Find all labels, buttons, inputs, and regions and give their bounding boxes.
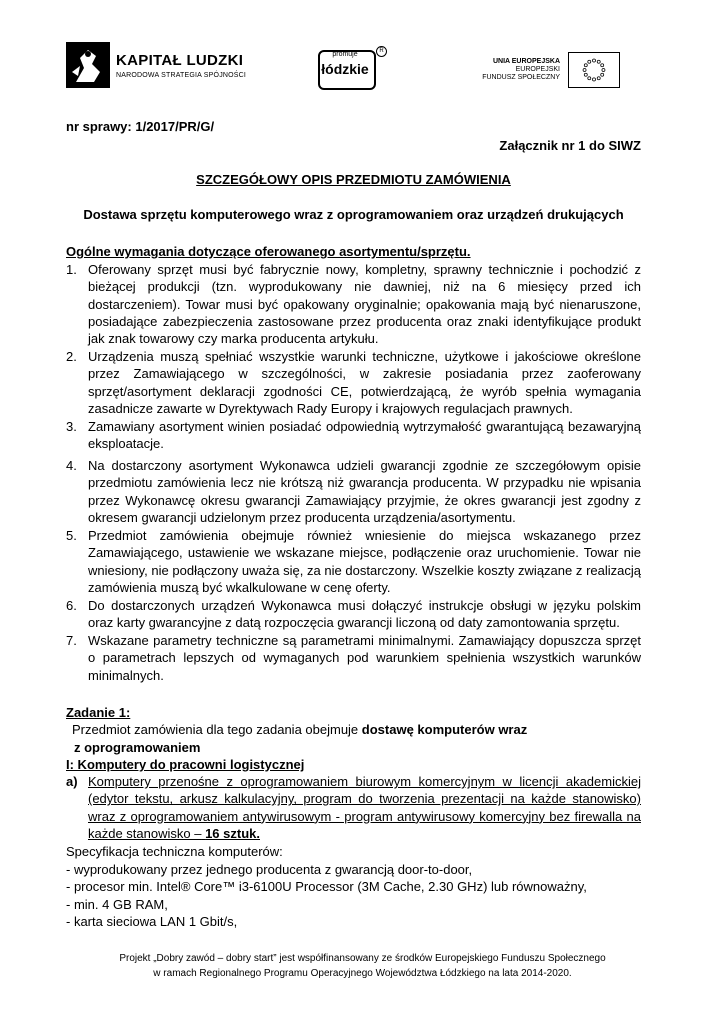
section-heading: I: Komputery do pracowni logistycznej (66, 757, 305, 772)
list-item-text: Przedmiot zamówienia obejmuje również wniesienie do miejsca wskazanego przez Zamawiającego, ustawienie we wskazane miejsce, podłączenie oraz uruchomienie. Towar nie wniesiony, nie podłączony uważa się, za nie dostarczony. Wszelkie koszty związane z realizacją zamówienia muszą być wkalkulowane w cenę oferty. (88, 528, 641, 595)
eu-flag-icon (568, 52, 620, 88)
section-a-text (88, 773, 641, 842)
section-a-label: a) (66, 774, 78, 789)
list-item-number: 3. (66, 419, 77, 434)
eu-line-1: UNIA EUROPEJSKA (492, 58, 560, 65)
section-a-quantity: 16 sztuk. (205, 825, 260, 841)
list-item-text: Wskazane parametry techniczne są parametrami minimalnymi. Zamawiający dopuszcza sprzęt o parametrach lepszych od wymaganych pod warunkiem spełnienia wszystkich warunków minimalnych. (88, 633, 641, 683)
promuje-label: promuje (332, 51, 358, 58)
list-item-number: 5. (66, 528, 77, 543)
lodzkie-label: łódzkie (321, 61, 369, 77)
list-item-number: 4. (66, 458, 77, 473)
kapital-ludzki-emblem-icon (66, 42, 110, 88)
section-a-description: Komputery przenośne z oprogramowaniem biurowym komercyjnym w licencji akademickiej (edytor tekstu, arkusz kalkulacyjny, program do tworzenia prezentacji na każde stanowisko) wraz z oprogramowaniem antywirusowym - program antywirusowy komercyjny bez firewalla na każde stanowisko – (88, 774, 641, 841)
list-item-text: Do dostarczonych urządzeń Wykonawca musi dołączyć instrukcje obsługi w języku polskim oraz karty gwarancyjne z datą rozpoczęcia gwarancji liczoną od daty zamontowania sprzętu. (88, 598, 641, 631)
list-item (66, 527, 641, 596)
task-intro (72, 721, 641, 738)
registered-mark: R (376, 46, 387, 57)
list-item-text: Na dostarczony asortyment Wykonawca udzieli gwarancji zgodnie ze szczegółowym opisie przedmiotu zamówienia lecz nie krótszą niż gwarancja producenta. W przypadku nie wpisania przez Wykonawcę okresu gwarancji Zamawiający przyjmie, że okres gwarancji jest zgodny z okresem gwarancji udzielonym przez producenta urządzenia/asortymentu. (88, 458, 641, 525)
annex-label: Załącznik nr 1 do SIWZ (499, 138, 641, 153)
general-requirements-heading: Ogólne wymagania dotyczące oferowanego asortymentu/sprzętu. (66, 244, 471, 259)
list-item (66, 348, 641, 417)
spec-line: - min. 4 GB RAM, (66, 897, 168, 912)
list-item-text: Zamawiany asortyment winien posiadać odpowiednią wytrzymałość gwarantującą bezawaryjną eksploatacje. (88, 419, 641, 452)
document-subtitle: Dostawa sprzętu komputerowego wraz z oprogramowaniem oraz urządzeń drukujących (83, 207, 624, 222)
section-a (66, 773, 641, 842)
kapital-ludzki-title: KAPITAŁ LUDZKI (116, 52, 244, 69)
spec-line: - procesor min. Intel® Core™ i3-6100U Processor (3M Cache, 2.30 GHz) lub równoważny, (66, 879, 587, 894)
list-item (66, 597, 641, 632)
task-intro-plain: Przedmiot zamówienia dla tego zadania obejmuje (72, 722, 359, 737)
spec-line: - wyprodukowany przez jednego producenta z gwarancją door-to-door, (66, 862, 473, 877)
list-item (66, 457, 641, 526)
list-item-number: 7. (66, 633, 77, 648)
case-number: nr sprawy: 1/2017/PR/G/ (66, 119, 215, 134)
task-heading: Zadanie 1: (66, 705, 131, 720)
spec-heading: Specyfikacja techniczna komputerów: (66, 844, 283, 859)
eu-line-2: EUROPEJSKI (515, 66, 560, 73)
promuje-lodzkie-logo (318, 46, 390, 96)
kapital-ludzki-logo (66, 42, 266, 90)
list-item-text: Urządzenia muszą spełniać wszystkie warunki techniczne, użytkowe i jakościowe określone przez Zamawiającego w szczególności, w zakresie posiadania przez zaoferowany sprzęt/asortyment deklaracji zgodności CE, potwierdzającą, że wyrób spełnia wymagania zasadnicze zawarte w Dyrektywach Rady Europy i krajowych regulacjach prawnych. (88, 349, 641, 416)
list-item (66, 632, 641, 684)
footer-line-1: Projekt „Dobry zawód – dobry start” jest współfinansowany ze środków Europejskiego Funduszu Społecznego (119, 953, 606, 964)
eu-logo (484, 52, 620, 92)
task-intro-bold-continued: z oprogramowaniem (74, 740, 201, 755)
task-intro-bold: dostawę komputerów wraz (361, 722, 528, 737)
list-item (66, 261, 641, 347)
spec-line: - karta sieciowa LAN 1 Gbit/s, (66, 914, 238, 929)
document-title: SZCZEGÓŁOWY OPIS PRZEDMIOTU ZAMÓWIENIA (196, 172, 511, 187)
list-item (66, 418, 641, 453)
kapital-ludzki-subtitle: NARODOWA STRATEGIA SPÓJNOŚCI (116, 72, 247, 79)
list-item-number: 6. (66, 598, 77, 613)
eu-line-3: FUNDUSZ SPOŁECZNY (482, 74, 560, 81)
list-item-number: 2. (66, 349, 77, 364)
footer-line-2: w ramach Regionalnego Programu Operacyjnego Województwa Łódzkiego na lata 2014-2020. (153, 968, 572, 979)
list-item-number: 1. (66, 262, 77, 277)
list-item-text: Oferowany sprzęt musi być fabrycznie nowy, kompletny, sprawny technicznie i pochodzić z bieżącej produkcji (tzn. wyprodukowany nie dawniej, niż na 6 miesięcy przed ich dostarczeniem). Towar musi być opakowany oryginalnie; opakowania mają być nienaruszone, posiadające zabezpieczenia zastosowane przez producenta oraz znaki identyfikujące produkt jak znak towarowy czy marka producenta artykułu. (88, 262, 641, 347)
